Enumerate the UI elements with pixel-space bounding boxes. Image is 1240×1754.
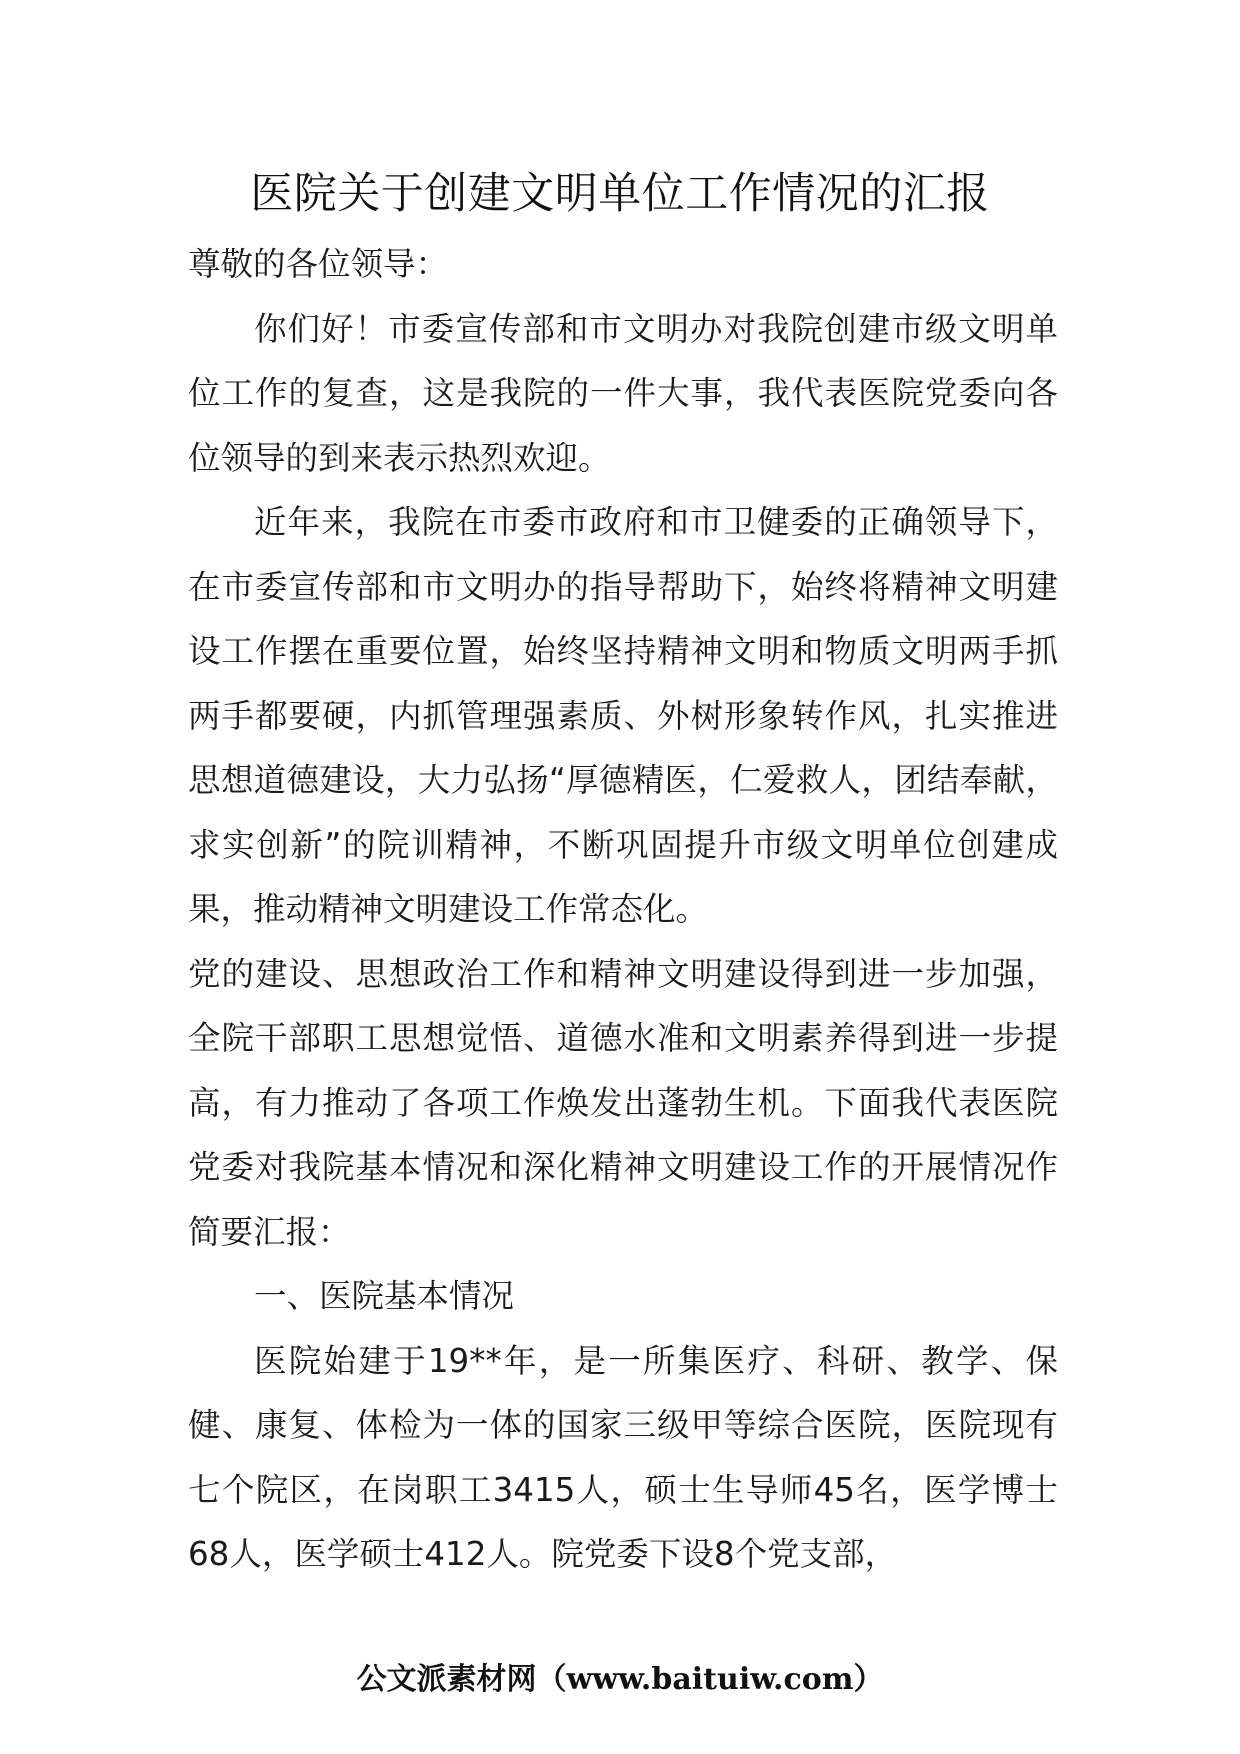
paragraph-results: 党的建设、思想政治工作和精神文明建设得到进一步加强，全院干部职工思想觉悟、道德水准和文明素养得到进一步提高，有力推动了各项工作焕发出蓬勃生机。下面我代表医院党委对我院基本情况和深化精神文明建设工作的开展情况作简要汇报：	[188, 954, 1058, 1251]
paragraph-welcome: 你们好！市委宣传部和市文明办对我院创建市级文明单位工作的复查，这是我院的一件大事，我代表医院党委向各位领导的到来表示热烈欢迎。	[188, 309, 1058, 477]
document-body	[188, 232, 1058, 1587]
paragraph-overview: 近年来，我院在市委市政府和市卫健委的正确领导下，在市委宣传部和市文明办的指导帮助下，始终将精神文明建设工作摆在重要位置，始终坚持精神文明和物质文明两手抓两手都要硬，内抓管理强素质、外树形象转作风，扎实推进思想道德建设，大力弘扬“厚德精医，仁爱救人，团结奉献，求实创新”的院训精神，不断巩固提升市级文明单位创建成果，推动精神文明建设工作常态化。	[188, 503, 1058, 928]
footer-watermark: 公文派素材网（www.baituiw.com）	[356, 1662, 884, 1697]
document-title: 医院关于创建文明单位工作情况的汇报	[250, 169, 990, 219]
section-heading-basic-info: 一、医院基本情况	[254, 1277, 515, 1315]
paragraph-basic-info: 医院始建于19**年，是一所集医疗、科研、教学、保健、康复、体检为一体的国家三级甲等综合医院，医院现有七个院区，在岗职工3415人，硕士生导师45名，医学博士68人，医学硕士412人。院党委下设8个党支部，	[188, 1341, 1058, 1573]
salutation: 尊敬的各位领导：	[188, 245, 449, 283]
